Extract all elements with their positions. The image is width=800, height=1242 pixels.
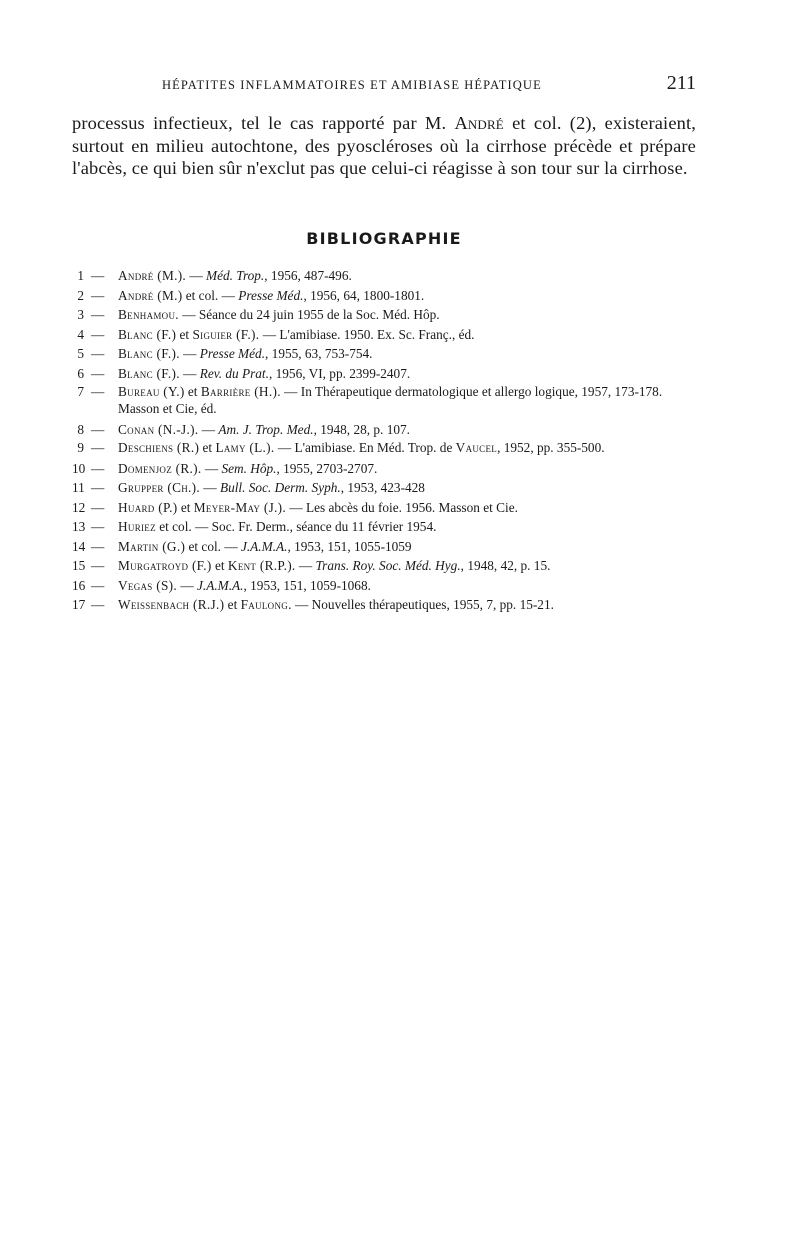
- reference-number: 5: [77, 346, 84, 361]
- reference-item: [72, 383, 702, 420]
- reference-dash: —: [91, 440, 105, 455]
- reference-item: [72, 364, 702, 384]
- reference-item: [72, 305, 702, 325]
- reference-details: , 1953, 151, 1059-1068.: [243, 577, 371, 593]
- reference-details: , 1953, 423-428: [340, 480, 425, 495]
- reference-item: [72, 498, 702, 518]
- reference-author: Blanc (F.).: [118, 346, 180, 361]
- reference-author: Benhamou.: [118, 307, 179, 322]
- intro-text-end: et col. (2), existeraient, surtout en milieu autochtone, des pyoscléroses où la cirrhose précède et prépare l'abcès, ce qui bien sûr n'exclut pas que celui-ci réagisse à son tour sur la cirrhose.: [72, 113, 696, 178]
- reference-number: 13: [72, 519, 86, 534]
- running-head: HÉPATITES INFLAMMATOIRES ET AMIBIASE HÉPATIQUE: [162, 78, 542, 92]
- reference-item: [72, 325, 702, 345]
- intro-paragraph: [72, 112, 696, 180]
- reference-journal: Am. J. Trop. Med.: [218, 421, 314, 437]
- reference-number: 12: [72, 499, 86, 515]
- reference-number: 8: [77, 421, 84, 437]
- reference-author: Blanc (F.).: [118, 365, 180, 381]
- reference-dash: —: [91, 421, 105, 437]
- reference-item: [72, 537, 702, 557]
- reference-coauthor: Siguier (F.).: [192, 326, 260, 342]
- reference-details: , 1948, 28, p. 107.: [313, 421, 410, 437]
- reference-text: et: [176, 326, 193, 342]
- intro-author: André: [454, 113, 504, 133]
- reference-item: [72, 286, 702, 306]
- reference-text: —: [179, 346, 200, 361]
- reference-item: [72, 420, 702, 440]
- reference-number: 6: [77, 365, 84, 381]
- reference-text: — Séance du 24 juin 1955 de la Soc. Méd. Hôp.: [178, 307, 440, 322]
- reference-author: Huriez: [118, 519, 156, 534]
- reference-text: —: [179, 365, 200, 381]
- reference-author: André (M.): [118, 287, 183, 303]
- page-header: [72, 72, 696, 98]
- reference-author: Domenjoz (R.).: [118, 460, 202, 476]
- reference-text: et: [177, 499, 194, 515]
- reference-coauthor: Barrière (H.).: [200, 384, 281, 399]
- reference-item: [72, 344, 702, 364]
- reference-details: , 1955, 2703-2707.: [276, 460, 378, 476]
- bibliography-list: [72, 266, 702, 615]
- reference-dash: —: [91, 499, 105, 515]
- reference-journal: J.A.M.A.: [196, 577, 244, 593]
- reference-text: et: [211, 558, 228, 573]
- reference-details: , 1956, VI, pp. 2399-2407.: [268, 365, 411, 381]
- reference-number: 9: [77, 440, 84, 455]
- reference-item: [72, 556, 702, 576]
- reference-journal: Trans. Roy. Soc. Méd. Hyg.: [315, 558, 461, 573]
- reference-dash: —: [91, 326, 105, 342]
- reference-dash: —: [91, 365, 105, 381]
- reference-coauthor: Kent (R.P.).: [227, 558, 296, 573]
- reference-author: Deschiens (R.): [118, 440, 200, 455]
- reference-number: 2: [77, 287, 84, 303]
- reference-text-2: — Les abcès du foie. 1956. Masson et Cie.: [286, 499, 518, 515]
- reference-journal: Presse Méd.: [199, 346, 266, 361]
- reference-author: Vegas (S).: [118, 577, 178, 593]
- reference-text: —: [200, 480, 220, 495]
- reference-journal: Bull. Soc. Derm. Syph.: [219, 480, 341, 495]
- reference-text: et col. — Soc. Fr. Derm., séance du 11 février 1954.: [155, 519, 437, 534]
- reference-author: Huard (P.): [118, 499, 178, 515]
- reference-author: Conan (N.-J.).: [118, 421, 199, 437]
- reference-author: André (M.).: [118, 268, 187, 283]
- reference-text-2: — L'amibiase. En Méd. Trop. de: [274, 440, 456, 455]
- reference-dash: —: [91, 287, 105, 303]
- reference-author: Bureau (Y.): [118, 384, 185, 399]
- reference-text-2: — Nouvelles thérapeutiques, 1955, 7, pp. 15-21.: [291, 597, 554, 612]
- reference-details: , 1956, 487-496.: [264, 268, 352, 283]
- reference-item: [72, 517, 702, 537]
- reference-number: 4: [77, 326, 84, 342]
- reference-dash: —: [91, 268, 105, 283]
- reference-text: —: [186, 268, 207, 283]
- reference-text-2: — L'amibiase. 1950. Ex. Sc. Franç., éd.: [259, 326, 475, 342]
- reference-details: , 1955, 63, 753-754.: [265, 346, 373, 361]
- reference-journal: J.A.M.A.: [240, 538, 288, 554]
- reference-dash: —: [91, 577, 105, 593]
- reference-dash: —: [91, 519, 105, 534]
- reference-text-2: —: [295, 558, 316, 573]
- reference-coauthor: Meyer-May (J.).: [193, 499, 287, 515]
- reference-text: et: [224, 597, 241, 612]
- reference-coauthor: Faulong.: [240, 597, 292, 612]
- reference-text: —: [177, 577, 197, 593]
- reference-dash: —: [91, 480, 105, 495]
- reference-author: Blanc (F.): [118, 326, 177, 342]
- reference-author: Martin (G.): [118, 538, 186, 554]
- reference-text: et: [184, 384, 201, 399]
- reference-item: [72, 439, 702, 459]
- reference-dash: —: [91, 384, 105, 399]
- reference-dash: —: [91, 597, 105, 612]
- reference-text-3: , 1952, pp. 355-500.: [497, 440, 605, 455]
- reference-dash: —: [91, 558, 105, 573]
- reference-text: et: [199, 440, 216, 455]
- reference-author: Weissenbach (R.J.): [118, 597, 225, 612]
- reference-number: 15: [72, 558, 86, 573]
- reference-journal: Rev. du Prat.: [199, 365, 269, 381]
- reference-number: 1: [77, 268, 84, 283]
- reference-dash: —: [91, 460, 105, 476]
- reference-item: [72, 576, 702, 596]
- reference-text-2: — In Thérapeutique dermatologique et allergo logique, 1957, 173-178. Masson et Cie, éd.: [118, 384, 663, 416]
- reference-number: 7: [77, 384, 84, 399]
- bibliography-heading: BIBLIOGRAPHIE: [306, 229, 462, 248]
- reference-number: 14: [72, 538, 86, 554]
- reference-text: —: [201, 460, 222, 476]
- reference-dash: —: [91, 346, 105, 361]
- reference-journal: Méd. Trop.: [206, 268, 265, 283]
- reference-coauthor: Lamy (L.).: [215, 440, 275, 455]
- reference-item: [72, 459, 702, 479]
- reference-details: , 1956, 64, 1800-1801.: [303, 287, 425, 303]
- reference-text: et col. —: [185, 538, 241, 554]
- reference-details: , 1948, 42, p. 15.: [460, 558, 551, 573]
- reference-number: 10: [72, 460, 86, 476]
- reference-journal: Presse Méd.: [238, 287, 304, 303]
- reference-number: 16: [72, 577, 86, 593]
- reference-dash: —: [91, 307, 105, 322]
- reference-item: [72, 266, 702, 286]
- reference-author: Grupper (Ch.).: [118, 480, 201, 495]
- reference-number: 17: [72, 597, 86, 612]
- reference-details: , 1953, 151, 1055-1059: [287, 538, 412, 554]
- reference-coauthor: Vaucel: [455, 440, 498, 455]
- reference-number: 11: [72, 480, 85, 495]
- intro-text-start: processus infectieux, tel le cas rapporté par M.: [72, 113, 455, 133]
- reference-author: Murgatroyd (F.): [118, 558, 212, 573]
- reference-item: [72, 478, 702, 498]
- reference-dash: —: [91, 538, 105, 554]
- page-number: 211: [666, 72, 696, 94]
- reference-text: et col. —: [182, 287, 239, 303]
- reference-number: 3: [77, 307, 84, 322]
- reference-item: [72, 595, 702, 615]
- reference-text: —: [198, 421, 219, 437]
- reference-journal: Sem. Hôp.: [221, 460, 277, 476]
